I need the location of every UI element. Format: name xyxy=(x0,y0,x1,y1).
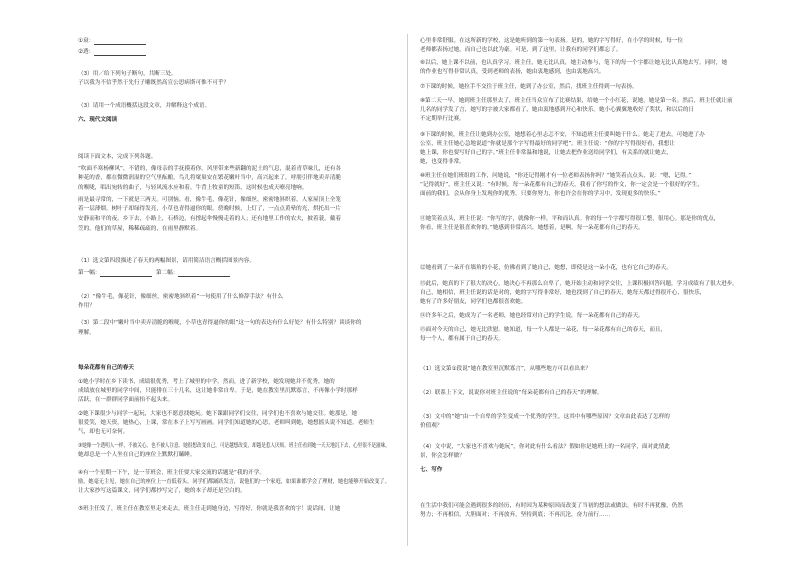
passage-line: ⑫她看到了一朵开在墙角的小花，仿佛看到了她自己，她想，即使是这一朵小花，也有它自己的春天。 xyxy=(420,265,672,271)
passage-line: 着一层薄烟。树叶子却绿得发亮，小草也青得逼你的眼。傍晚时候，上灯了，一点点黄晕的光，烘托出一片 xyxy=(78,206,341,212)
answer-blank[interactable] xyxy=(100,270,152,277)
passage-line: ⑧第二天一早，她到班主任那里去了，班主任当众宣布了比赛结果，给她一个小红花，说她，她是第一名。然后，班主任就让前 xyxy=(420,98,733,104)
passage-line: 她有了许多好朋友，同学们也都很喜欢她。 xyxy=(420,299,527,305)
passage-line: 她却总是一个人坐在自己的座位上默默打瞌睡。 xyxy=(78,452,196,458)
question-text: （3）文中的“她”由一个自卑的学生变成一个优秀的学生，这其中有哪些原因？文章由此表达了怎样的 xyxy=(420,414,670,420)
passage-line: 安静而和平的夜。乡下去，小路上，石桥边，有撑起伞慢慢走着的人；还有地里工作的农夫，披着蓑，戴着 xyxy=(78,216,341,222)
question-text: 理解。 xyxy=(78,330,95,336)
passage-line: “记得就好”，班主任又说：“有时候，每一朵花都有自己的春天，我看了你写的作文，你一定会是一个很好的学生， xyxy=(420,182,703,188)
question-text: 景，你会怎样做？ xyxy=(420,453,465,459)
passage-line: ⑦下课的时候，她拉手不交往于班主任，她到了办公室，然后，找班主任得到一句表扬。 xyxy=(420,84,638,90)
passage-line: 笠的。他们的草屋，稀稀疏疏的，在雨里静默着。 xyxy=(78,226,202,232)
fill-item-1: ①衰： xyxy=(78,38,146,45)
passage-line: 不定期举行比赛。 xyxy=(420,116,465,122)
writing-prompt-line: 在生活中我们可能会遇到很多的经历，有时因为某种原因而改变了当初的想法或做法。有时不再犹豫，仍然 xyxy=(420,503,683,509)
passage-line: 种花的香，都在微微润湿的空气里酝酿。鸟儿将窠巢安在繁花嫩叶当中，高兴起来了，呼朋引伴地卖弄清脆 xyxy=(78,175,341,181)
passage-line: 她，也变得非常。 xyxy=(420,159,465,165)
passage-line: 雨是最寻常的，一下就是三两天。可别恼。看，像牛毛，像花针，像细丝，密密地斜织着，人家屋顶上全笼 xyxy=(78,197,341,203)
passage-line: 你看，班主任是很喜欢你的。”她感到非常高兴，她想着，是啊，每一朵花都有自己的春天。 xyxy=(420,225,644,231)
passage-line: 让大家抄写这篇课文，同学们都抄写完了，她的本子却还是空白的。 xyxy=(78,488,246,494)
passage-line: 的喉咙，唱出宛转的曲子，与轻风流水应和着。牛背上牧童的短笛，这时候也成天嘹亮地响。 xyxy=(78,185,308,191)
answer-blank[interactable] xyxy=(94,49,146,56)
passage-line: ⑩班主任在她们班组的工作，问她说，“你还记得刚才有一位老师表扬你吗？”她笑着点点头，说：“嗯，记得。” xyxy=(420,173,692,179)
passage-line: 面前的我们，会从你身上发现你的优秀，只要你努力，你也许会在你的学习中，发现更多的快乐。” xyxy=(420,191,661,197)
passage-line: ②她下课很少与同学一起玩，大家也不愿意找她玩。她下课跟同学们交往，同学们也不喜欢与她交往。她那是，她 xyxy=(78,411,358,417)
question-text: （3）第二段中“嫩叶当中卖弄清脆的喉咙，小草也青得逼你的眼”这一句的表达有什么好处？有什么特别？谈谈你的 xyxy=(78,320,362,326)
passage-line: 自己，她相信，班主任说的话是对的，她的字写得非常好，她也找到了自己的春天，她每天都过得很开心，很快乐， xyxy=(420,290,706,296)
passage-line: 每一个人，都有属于自己的春天。 xyxy=(420,336,504,342)
passage-line: ⑬此后，她真的下了很大的决心，她决心不再那么自卑了，她开始主动和同学交往，上课积极回答问题，学习成绩有了很大进步。 xyxy=(420,281,738,287)
section-heading: 七、写作 xyxy=(420,467,443,473)
passage-line: ③她像一个透明人一样，不被关心，也不被人注意。她很想改变自己，可是越想改变，却越是惹人厌烦。班主任看到她一天天地沉下去，心里很不是滋味， xyxy=(78,443,390,449)
passage-line: ④有一个星期一下午，是一节班会，班主任要大家交流的话题是“我的开学。 xyxy=(78,470,265,476)
passage-line: “吹面不寒杨柳风”，不错的，像母亲的手抚摸着你。风里带来些新翻的泥土的气息，混着青草味儿，还有各 xyxy=(78,166,342,172)
passage-line: ⑤班主任发了，班主任在教室里走来走去，班主任走到她身边，写得好，你就是我喜欢的字！说话间，让她 xyxy=(78,506,341,512)
question-text: （3）请用一个成语概括这段文章，并解释这个成语。 xyxy=(78,103,211,109)
question-text: 作用？ xyxy=(78,303,95,309)
passage-line: ⑭许多年之后，她成为了一名老师，她也经常对自己的学生说，每一朵花都有自己的春天。 xyxy=(420,313,644,319)
question-text: 子以我为不信乎然于先行子雕既然高宣公思病斯可惟不可乎？ xyxy=(78,80,230,86)
section-heading: 六、现代文阅读 xyxy=(78,117,118,123)
passage-line: 活跃，在一群群同学面前抬不起头来。 xyxy=(78,397,174,403)
passage-line: 几名的同学发了言，她写的字被大家都看了，她由衷地感到开心和快乐。她小心翼翼地收好了奖状，和以后的日 xyxy=(420,107,695,113)
passage-line: 气，却也无可奈何。 xyxy=(78,429,129,435)
passage-line: ⑥以后，她上课不以前，也认真学习。班主任，她无比认真，她主动参与，笔下的每一个字都让她无比认真地去写。同时，她 xyxy=(420,60,728,66)
column-divider xyxy=(407,34,408,546)
passage-line: 心里非常舒服。在这所新的学校，这是她听到的第一句表扬。是的，她的字写得好，在小学的时候，每一位 xyxy=(420,38,683,44)
answer-blank[interactable] xyxy=(94,38,146,45)
passage-line: 成绩放在城里的同学中间，只能排在三十几名，这让她非常自卑。于是，她在教室里沉默寡言，不再像小学时那样 xyxy=(78,388,358,394)
question-text: （1）选文第四段描述了春天的两幅图景，请用简洁语言概括图景内容。 xyxy=(78,258,255,264)
question-text: （1）选文第①段说“她在教室里沉默寡言”，从哪些地方可以看出来？ xyxy=(420,366,591,372)
passage-line: ⑨下课的时候，班主任让她到办公室，她想着心里忐忑不安，不知道班主任要叫她干什么。她走了进去，可她进了办 xyxy=(420,132,705,138)
instruction-text: 阅读下面文本，完成下列各题。 xyxy=(78,154,157,160)
passage-line: ⑪她笑着点头，班主任说：“你写的字，就像你一样，平和而认真。你的每一个字都写得很工整，很用心。那是你的优点， xyxy=(420,216,720,222)
answer-blank[interactable] xyxy=(178,270,230,277)
passage-line: ①她小学时在乡下读书，成绩很优秀，考上了城里的中学。然而，进了新学校，她发现她并不优秀，她的 xyxy=(78,379,335,385)
passage-line: 励，她毫无主见，她在自己的座位上一直低着头。同学们都踊跃发言，说他们的一个家庭，如果谁都学会了理财，她也能够开始改变了。 xyxy=(78,479,390,485)
question-text: （2）联系上下文，说说你对班主任说的“每朵花都有自己的春天”的理解。 xyxy=(420,390,603,396)
fill-item-2: ②透： xyxy=(78,49,146,56)
passage-line: 的作业也写得非常认真，受到老师的表扬，她由衷地感到，也由衷地高兴。 xyxy=(420,69,605,75)
passage-line: 公室，班主任她心急地说道“你就是那个字写得最好的同学吧”。班主任说：“你的字写得很好看，我想让 xyxy=(420,141,675,147)
question-text: 价值观？ xyxy=(420,423,443,429)
question-text: （3）用／给下列句子断句，共断三处。 xyxy=(78,71,177,77)
passage-line: 很爱笑，她天资，她热心，上课，常在本子上写写画画。同学们知道她的心思，老师叫到她，她想摇头说不知道。老师生 xyxy=(78,420,375,426)
passage-line: 她上课，你也要写好自己的字。”班主任非常温和地说，让她去把作业送给同学们，有关系的就让她去， xyxy=(420,150,672,156)
question-text: （4）文中说，“大家也不喜欢与她玩”，你对此有什么看法？假如你是她班上的一名同学，面对此情此 xyxy=(420,444,670,450)
passage-line: 老师都表扬过她，而自己也以此为豪。可是，到了这里，让我有的同学们都忘了。 xyxy=(420,47,622,53)
fill-item: 第一幅： 第二幅： xyxy=(78,270,230,277)
passage-line: ⑮面对今天的自己，她无比欣慰。她知道，每一个人都是一朵花，每一朵花都有自己的春天，而且， xyxy=(420,327,667,333)
question-text: （2）“像牛毛，像花针，像细丝，密密地斜织着”一句使用了什么修辞手法？有什么 xyxy=(78,294,284,300)
writing-prompt-line: 努力；不再相信，大胆面对；不再放弃，坚持到底；不再沉沦，奋力前行…… xyxy=(420,512,611,518)
passage-title: 每朵花都有自己的春天 xyxy=(78,365,134,371)
